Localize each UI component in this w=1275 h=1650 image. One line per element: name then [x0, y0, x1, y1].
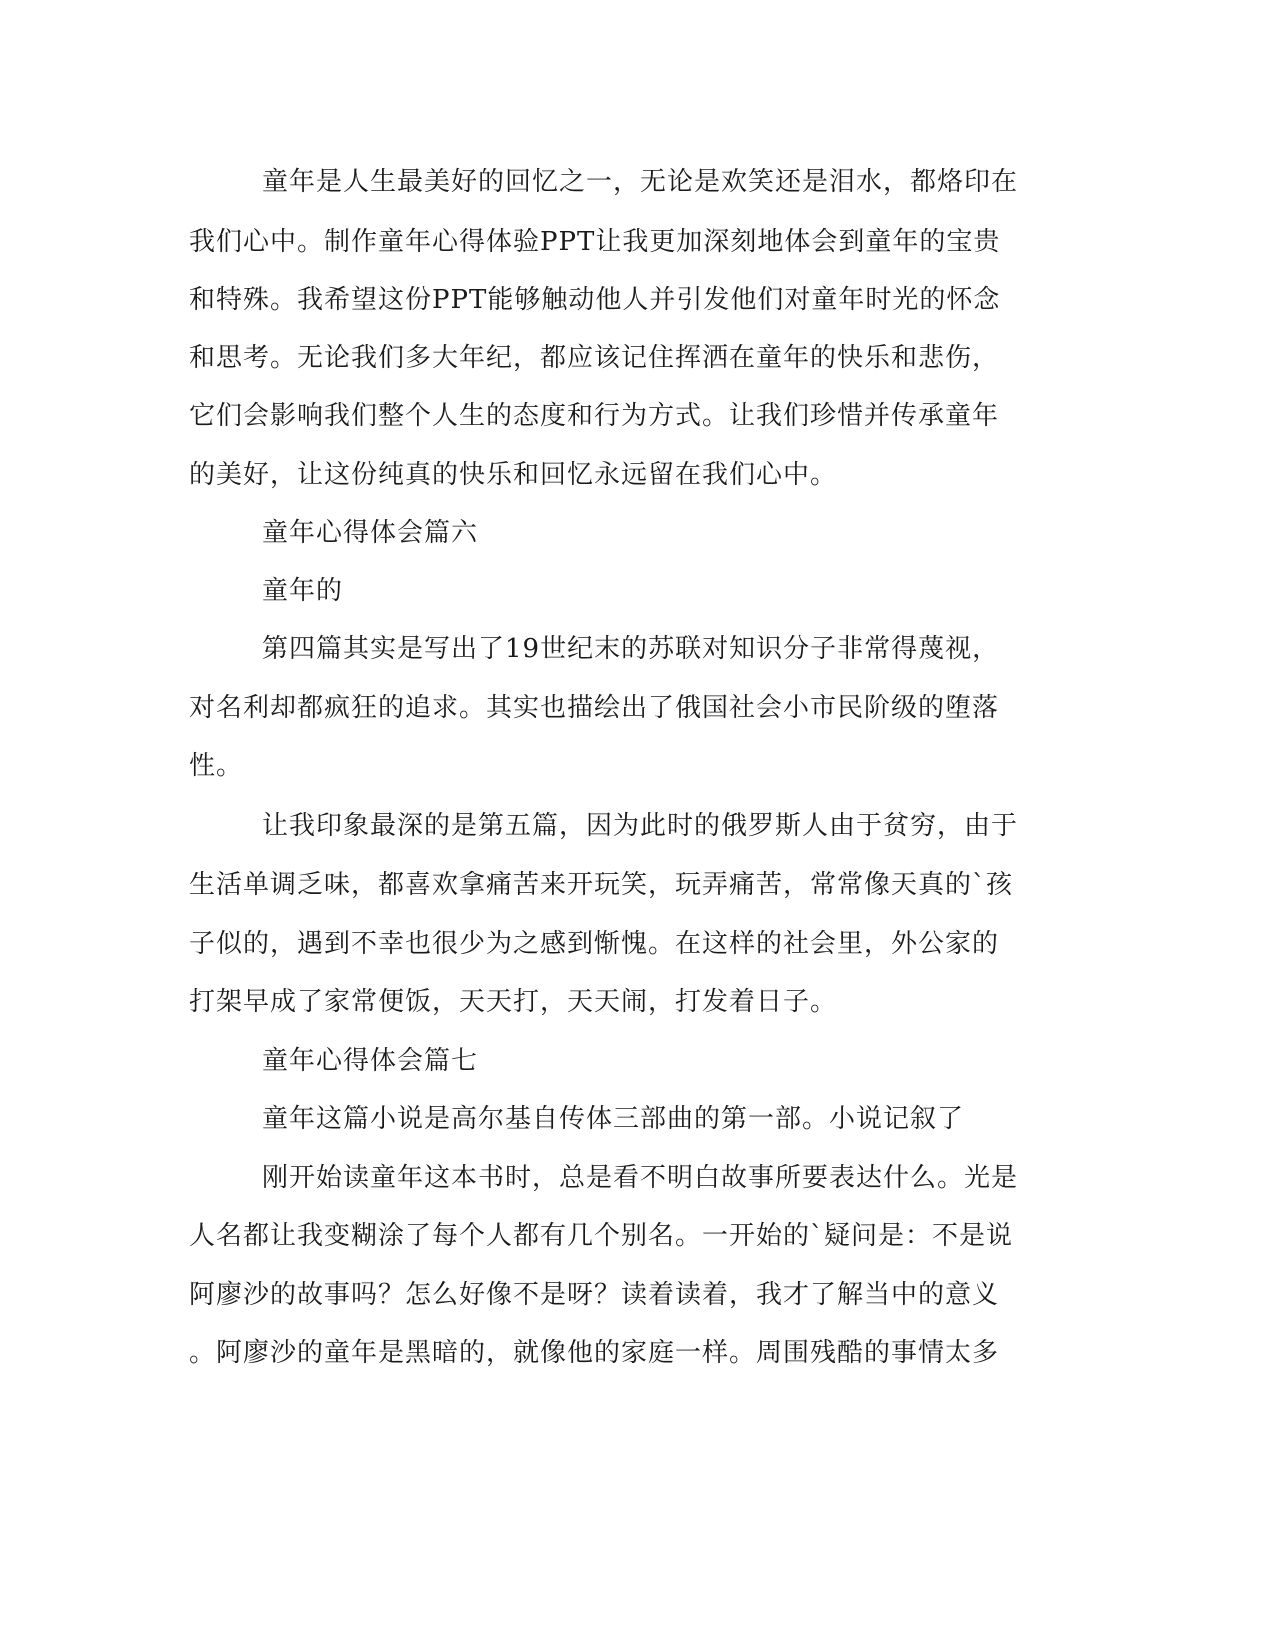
- text-line: 让我印象最深的是第五篇，因为此时的俄罗斯人由于贫穷，由于: [262, 811, 1019, 841]
- section-heading: 童年心得体会篇七: [262, 1046, 479, 1076]
- text-line: 对名利却都疯狂的追求。其实也描绘出了俄国社会小市民阶级的堕落: [189, 693, 1000, 723]
- text-line: 的美好，让这份纯真的快乐和回忆永远留在我们心中。: [189, 460, 838, 490]
- text-line: 生活单调乏味，都喜欢拿痛苦来开玩笑，玩弄痛苦，常常像天真的`孩: [189, 870, 1014, 900]
- text-line: 性。: [189, 751, 244, 781]
- text-line: 人名都让我变糊涂了每个人都有几个别名。一开始的`疑问是：不是说: [189, 1221, 1014, 1251]
- text-line: 和特殊。我希望这份PPT能够触动他人并引发他们对童年时光的怀念: [189, 285, 1001, 315]
- text-line: 刚开始读童年这本书时，总是看不明白故事所要表达什么。光是: [262, 1163, 1019, 1193]
- text-line: 第四篇其实是写出了19世纪末的苏联对知识分子非常得蔑视，: [262, 634, 1000, 664]
- text-line: 童年是人生最美好的回忆之一，无论是欢笑还是泪水，都烙印在: [262, 167, 1019, 197]
- section-heading: 童年心得体会篇六: [262, 518, 479, 548]
- text-line: 。阿廖沙的童年是黑暗的，就像他的家庭一样。周围残酷的事情太多: [189, 1338, 1000, 1368]
- text-line: 它们会影响我们整个人生的态度和行为方式。让我们珍惜并传承童年: [189, 401, 1000, 431]
- text-line: 阿廖沙的故事吗？怎么好像不是呀？读着读着，我才了解当中的意义: [189, 1280, 1000, 1310]
- text-line: 我们心中。制作童年心得体验PPT让我更加深刻地体会到童年的宝贵: [189, 227, 1001, 257]
- text-line: 和思考。无论我们多大年纪，都应该记住挥洒在童年的快乐和悲伤，: [189, 343, 1000, 373]
- text-line: 童年的: [262, 576, 344, 606]
- text-line: 打架早成了家常便饭，天天打，天天闹，打发着日子。: [189, 987, 838, 1017]
- text-line: 子似的，遇到不幸也很少为之感到惭愧。在这样的社会里，外公家的: [189, 929, 1000, 959]
- text-line: 童年这篇小说是高尔基自传体三部曲的第一部。小说记叙了: [262, 1104, 965, 1134]
